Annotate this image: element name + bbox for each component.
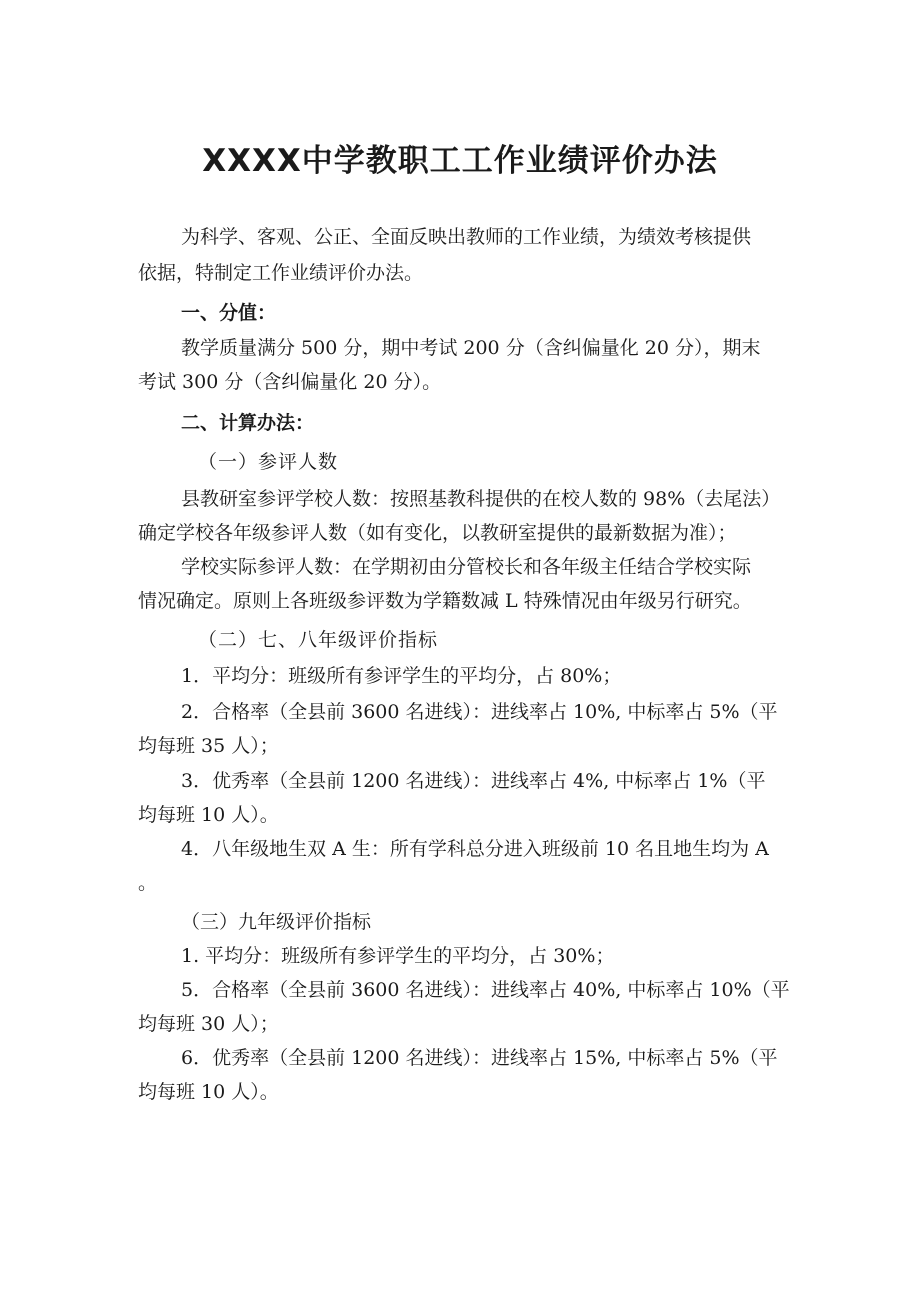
sub3-item-2: 5．合格率（全县前 3600 名进线）：进线率占 40%, 中标率占 10%（平	[181, 979, 790, 1001]
sub2-item-1: 1．平均分：班级所有参评学生的平均分，占 80%；	[181, 665, 622, 687]
sub1-heading: （一）参评人数	[198, 451, 339, 473]
sub3-item-3-cont: 均每班 10 人）。	[138, 1081, 279, 1103]
sub1-line-2: 确定学校各年级参评人数（如有变化，以教研室提供的最新数据为准）；	[138, 522, 737, 544]
sub2-item-2: 2．合格率（全县前 3600 名进线）：进线率占 10%, 中标率占 5%（平	[181, 701, 778, 723]
sub2-item-4-cont: 。	[138, 872, 158, 894]
document-title: XXXX中学教职工工作业绩评价办法	[202, 143, 718, 179]
sub2-heading: （二）七、八年级评价指标	[198, 629, 439, 651]
section1-line-1: 教学质量满分 500 分，期中考试 200 分（含纠偏量化 20 分），期末	[181, 337, 761, 359]
sub2-item-3-cont: 均每班 10 人）。	[138, 804, 279, 826]
sub3-item-3: 6．优秀率（全县前 1200 名进线）：进线率占 15%, 中标率占 5%（平	[181, 1047, 778, 1069]
sub2-item-4: 4．八年级地生双 A 生：所有学科总分进入班级前 10 名且地生均为 A	[181, 838, 769, 860]
sub1-line-1: 县教研室参评学校人数：按照基教科提供的在校人数的 98%（去尾法）	[181, 488, 781, 510]
section1-heading: 一、分值：	[181, 302, 277, 324]
sub3-item-2-cont: 均每班 30 人）；	[138, 1013, 279, 1035]
sub1-line-4: 情况确定。原则上各班级参评数为学籍数减 L 特殊情况由年级另行研究。	[138, 590, 752, 612]
section2-heading: 二、计算办法：	[181, 412, 315, 434]
sub1-line-3: 学校实际参评人数：在学期初由分管校长和各年级主任结合学校实际	[181, 556, 752, 578]
sub2-item-2-cont: 均每班 35 人）；	[138, 735, 279, 757]
section1-line-2: 考试 300 分（含纠偏量化 20 分）。	[138, 371, 442, 393]
sub2-item-3: 3．优秀率（全县前 1200 名进线）：进线率占 4%, 中标率占 1%（平	[181, 770, 766, 792]
intro-line-1: 为科学、客观、公正、全面反映出教师的工作业绩，为绩效考核提供	[181, 226, 752, 248]
intro-line-2: 依据，特制定工作业绩评价办法。	[138, 262, 424, 284]
sub3-item-1: 1. 平均分：班级所有参评学生的平均分，占 30%；	[181, 945, 615, 967]
sub3-heading: （三）九年级评价指标	[181, 911, 372, 933]
